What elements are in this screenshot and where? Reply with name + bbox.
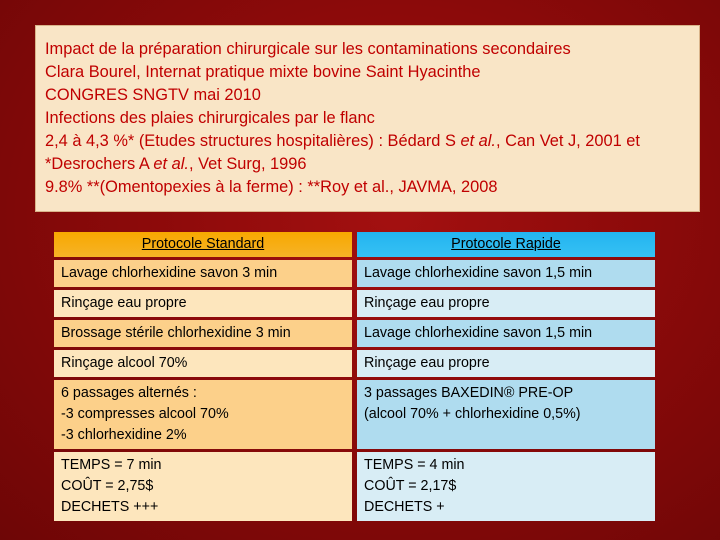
cell-line: TEMPS = 7 min <box>61 457 162 473</box>
cell-rapide <box>357 350 655 377</box>
header-box <box>35 25 700 212</box>
cell-line: Lavage chlorhexidine savon 1,5 min <box>364 325 593 341</box>
protocol-table <box>49 229 660 524</box>
cell-rapide <box>357 290 655 317</box>
table-row <box>54 380 655 449</box>
congress-line: CONGRES SNGTV mai 2010 <box>45 86 261 104</box>
reference-line-1 <box>45 130 691 176</box>
cell-standard <box>54 320 352 347</box>
cell-line: 6 passages alternés : <box>61 385 197 401</box>
header-rapide <box>357 232 655 257</box>
topic-line: Infections des plaies chirurgicales par le flanc <box>45 109 375 127</box>
cell-standard <box>54 380 352 449</box>
title-line: Impact de la préparation chirurgicale sur les contaminations secondaires <box>45 40 571 58</box>
table-body <box>54 260 655 521</box>
cell-rapide <box>357 380 655 449</box>
cell-line: Rinçage eau propre <box>364 355 490 371</box>
cell-line: COÛT = 2,17$ <box>364 478 457 494</box>
cell-line: DECHETS +++ <box>61 499 159 515</box>
header-standard <box>54 232 352 257</box>
cell-line: 3 passages BAXEDIN® PRE-OP <box>364 385 574 401</box>
ref1-text-a: 2,4 à 4,3 %* (Etudes structures hospitalières) : Bédard S <box>45 132 461 150</box>
author-line: Clara Bourel, Internat pratique mixte bovine Saint Hyacinthe <box>45 63 481 81</box>
cell-line: Lavage chlorhexidine savon 3 min <box>61 265 278 281</box>
ref1-etal-2: et al. <box>153 155 189 173</box>
cell-line: TEMPS = 4 min <box>364 457 465 473</box>
cell-line: Lavage chlorhexidine savon 1,5 min <box>364 265 593 281</box>
cell-line: (alcool 70% + chlorhexidine 0,5%) <box>364 406 581 422</box>
table-row <box>54 260 655 287</box>
cell-line: DECHETS + <box>364 499 445 515</box>
cell-line: Brossage stérile chlorhexidine 3 min <box>61 325 291 341</box>
header-rapide-label: Protocole Rapide <box>451 236 561 252</box>
table-row <box>54 452 655 521</box>
cell-standard <box>54 452 352 521</box>
cell-line: -3 compresses alcool 70% <box>61 406 229 422</box>
cell-rapide <box>357 320 655 347</box>
cell-line: Rinçage eau propre <box>61 295 187 311</box>
cell-standard <box>54 290 352 317</box>
ref1-etal-1: et al. <box>460 132 496 150</box>
cell-line: Rinçage alcool 70% <box>61 355 188 371</box>
cell-rapide <box>357 260 655 287</box>
table-row <box>54 350 655 377</box>
cell-standard <box>54 260 352 287</box>
cell-line: COÛT = 2,75$ <box>61 478 154 494</box>
cell-rapide <box>357 452 655 521</box>
table-row <box>54 290 655 317</box>
cell-line: Rinçage eau propre <box>364 295 490 311</box>
table-row <box>54 320 655 347</box>
table-header-row <box>54 232 655 257</box>
ref1-text-b: , Can Vet J, 2001 et *Desrochers A <box>45 132 640 173</box>
reference-line-2: 9.8% **(Omentopexies à la ferme) : **Roy et al., JAVMA, 2008 <box>45 178 498 196</box>
ref1-text-c: , Vet Surg, 1996 <box>188 155 307 173</box>
cell-standard <box>54 350 352 377</box>
cell-line: -3 chlorhexidine 2% <box>61 427 187 443</box>
header-standard-label: Protocole Standard <box>141 236 265 252</box>
